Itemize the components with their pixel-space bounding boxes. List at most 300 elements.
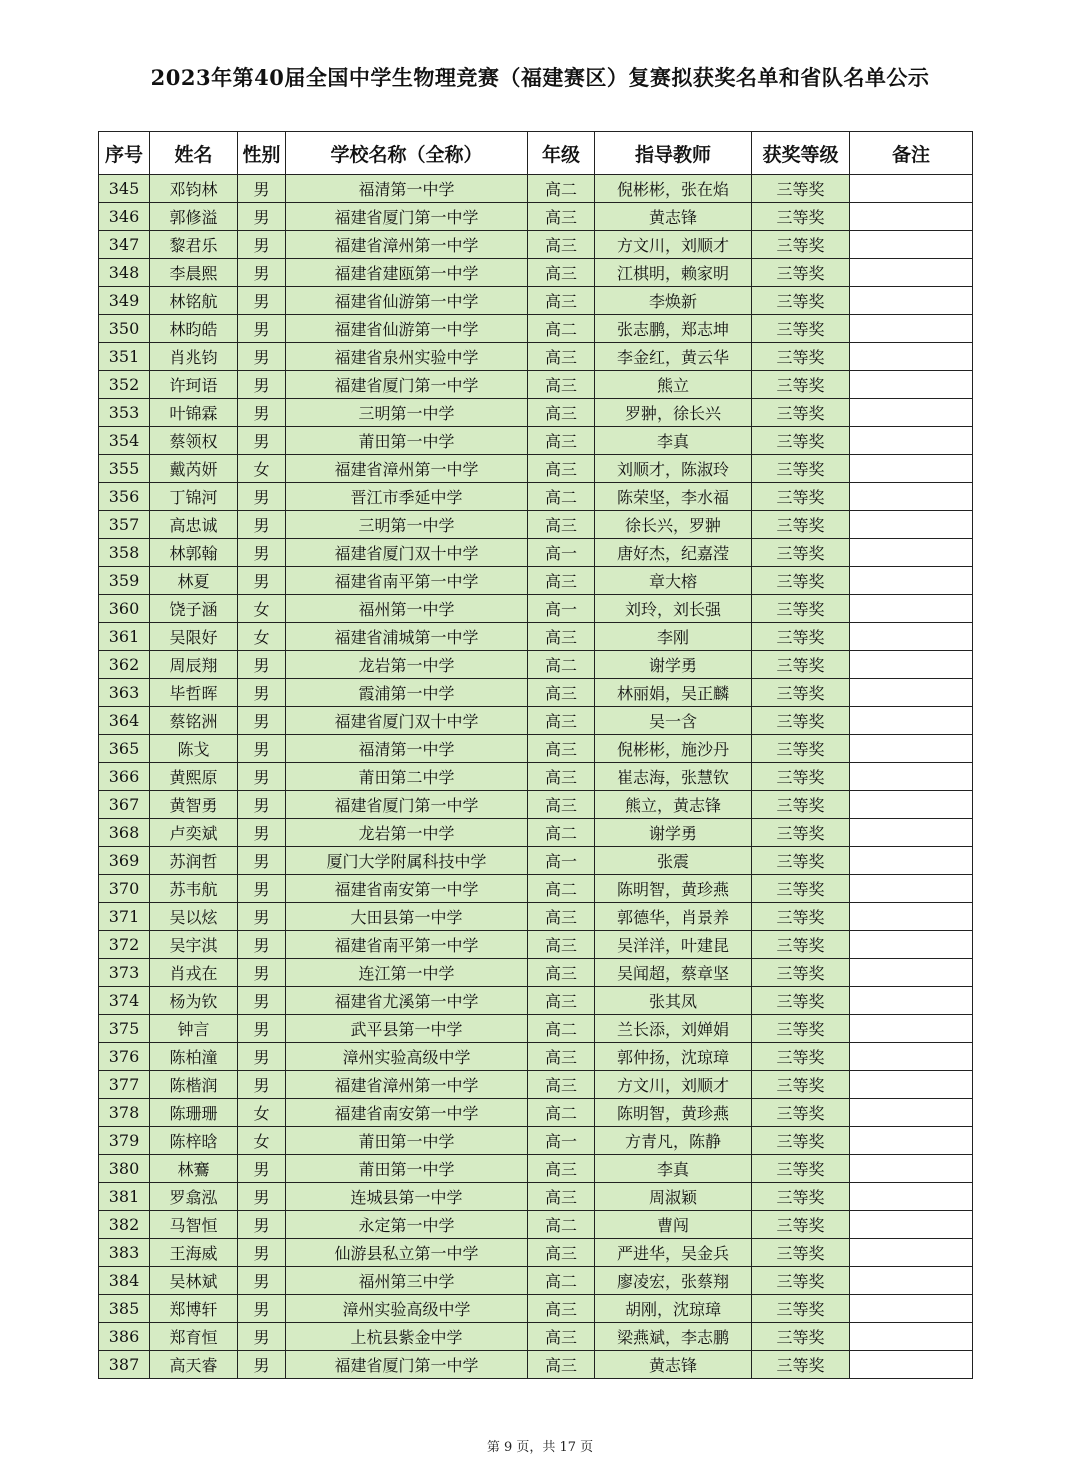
- cell-award: 三等奖: [752, 259, 850, 287]
- cell-gender: 男: [238, 399, 286, 427]
- cell-name: 吴限好: [150, 623, 238, 651]
- cell-gender: 男: [238, 679, 286, 707]
- cell-index: 348: [99, 259, 150, 287]
- cell-school: 三明第一中学: [286, 399, 528, 427]
- cell-name: 陈楷润: [150, 1071, 238, 1099]
- cell-gender: 男: [238, 1295, 286, 1323]
- cell-gender: 男: [238, 1351, 286, 1379]
- cell-note: [850, 651, 973, 679]
- cell-name: 周辰翔: [150, 651, 238, 679]
- cell-grade: 高三: [528, 735, 595, 763]
- cell-teacher: 张志鹏，郑志坤: [595, 315, 752, 343]
- cell-award: 三等奖: [752, 707, 850, 735]
- cell-index: 382: [99, 1211, 150, 1239]
- cell-school: 连江第一中学: [286, 959, 528, 987]
- cell-teacher: 倪彬彬，张在焰: [595, 175, 752, 203]
- cell-index: 387: [99, 1351, 150, 1379]
- cell-grade: 高三: [528, 259, 595, 287]
- cell-index: 371: [99, 903, 150, 931]
- cell-note: [850, 875, 973, 903]
- cell-gender: 男: [238, 315, 286, 343]
- cell-grade: 高三: [528, 287, 595, 315]
- cell-grade: 高二: [528, 1211, 595, 1239]
- cell-gender: 男: [238, 763, 286, 791]
- cell-note: [850, 931, 973, 959]
- cell-grade: 高二: [528, 819, 595, 847]
- cell-teacher: 李焕新: [595, 287, 752, 315]
- cell-award: 三等奖: [752, 343, 850, 371]
- cell-award: 三等奖: [752, 483, 850, 511]
- cell-award: 三等奖: [752, 735, 850, 763]
- cell-note: [850, 1127, 973, 1155]
- cell-grade: 高三: [528, 903, 595, 931]
- cell-index: 358: [99, 539, 150, 567]
- cell-school: 福建省尤溪第一中学: [286, 987, 528, 1015]
- cell-index: 365: [99, 735, 150, 763]
- cell-grade: 高三: [528, 1295, 595, 1323]
- cell-school: 福建省浦城第一中学: [286, 623, 528, 651]
- cell-grade: 高三: [528, 1071, 595, 1099]
- cell-award: 三等奖: [752, 847, 850, 875]
- cell-grade: 高三: [528, 203, 595, 231]
- cell-name: 马智恒: [150, 1211, 238, 1239]
- cell-index: 361: [99, 623, 150, 651]
- cell-award: 三等奖: [752, 203, 850, 231]
- cell-name: 罗翕泓: [150, 1183, 238, 1211]
- cell-gender: 男: [238, 483, 286, 511]
- cell-award: 三等奖: [752, 287, 850, 315]
- cell-teacher: 方青凡，陈静: [595, 1127, 752, 1155]
- cell-gender: 男: [238, 959, 286, 987]
- cell-school: 霞浦第一中学: [286, 679, 528, 707]
- cell-teacher: 林丽娟，吴正麟: [595, 679, 752, 707]
- cell-index: 346: [99, 203, 150, 231]
- cell-school: 福建省厦门双十中学: [286, 539, 528, 567]
- cell-name: 苏润哲: [150, 847, 238, 875]
- cell-note: [850, 1323, 973, 1351]
- cell-note: [850, 1295, 973, 1323]
- cell-school: 福建省南安第一中学: [286, 1099, 528, 1127]
- cell-school: 厦门大学附属科技中学: [286, 847, 528, 875]
- cell-name: 陈柏潼: [150, 1043, 238, 1071]
- cell-note: [850, 1099, 973, 1127]
- header-grade: 年级: [528, 132, 595, 175]
- table-row: [99, 455, 973, 483]
- cell-award: 三等奖: [752, 987, 850, 1015]
- cell-note: [850, 623, 973, 651]
- cell-index: 381: [99, 1183, 150, 1211]
- cell-school: 莆田第一中学: [286, 1155, 528, 1183]
- header-gender: 性别: [238, 132, 286, 175]
- cell-gender: 男: [238, 903, 286, 931]
- cell-gender: 男: [238, 427, 286, 455]
- cell-note: [850, 343, 973, 371]
- table-row: [99, 1155, 973, 1183]
- cell-grade: 高三: [528, 1043, 595, 1071]
- cell-school: 福建省南平第一中学: [286, 931, 528, 959]
- cell-name: 卢奕斌: [150, 819, 238, 847]
- cell-school: 福建省厦门第一中学: [286, 1351, 528, 1379]
- cell-index: 351: [99, 343, 150, 371]
- cell-gender: 男: [238, 231, 286, 259]
- cell-grade: 高三: [528, 763, 595, 791]
- award-table: [98, 131, 973, 1379]
- table-row: [99, 679, 973, 707]
- cell-school: 福建省南平第一中学: [286, 567, 528, 595]
- cell-name: 杨为钦: [150, 987, 238, 1015]
- cell-name: 林夏: [150, 567, 238, 595]
- cell-index: 366: [99, 763, 150, 791]
- cell-award: 三等奖: [752, 315, 850, 343]
- cell-gender: 男: [238, 1323, 286, 1351]
- cell-teacher: 郭仲扬，沈琼璋: [595, 1043, 752, 1071]
- cell-note: [850, 203, 973, 231]
- cell-note: [850, 707, 973, 735]
- cell-name: 饶子涵: [150, 595, 238, 623]
- cell-note: [850, 1239, 973, 1267]
- table-row: [99, 343, 973, 371]
- cell-school: 漳州实验高级中学: [286, 1043, 528, 1071]
- cell-teacher: 黄志锋: [595, 1351, 752, 1379]
- header-note: 备注: [850, 132, 973, 175]
- cell-teacher: 江棋明，赖家明: [595, 259, 752, 287]
- cell-note: [850, 287, 973, 315]
- cell-teacher: 谢学勇: [595, 819, 752, 847]
- cell-teacher: 陈明智，黄珍燕: [595, 875, 752, 903]
- cell-grade: 高三: [528, 931, 595, 959]
- cell-gender: 男: [238, 1043, 286, 1071]
- table-row: [99, 1183, 973, 1211]
- cell-teacher: 方文川，刘顺才: [595, 231, 752, 259]
- cell-teacher: 郭德华，肖景养: [595, 903, 752, 931]
- cell-school: 武平县第一中学: [286, 1015, 528, 1043]
- cell-gender: 男: [238, 1183, 286, 1211]
- cell-school: 连城县第一中学: [286, 1183, 528, 1211]
- cell-grade: 高三: [528, 707, 595, 735]
- cell-index: 357: [99, 511, 150, 539]
- cell-name: 肖兆钧: [150, 343, 238, 371]
- cell-school: 莆田第二中学: [286, 763, 528, 791]
- cell-name: 邓钧林: [150, 175, 238, 203]
- cell-teacher: 兰长添，刘婵娟: [595, 1015, 752, 1043]
- cell-school: 福建省漳州第一中学: [286, 1071, 528, 1099]
- table-row: [99, 539, 973, 567]
- cell-gender: 男: [238, 539, 286, 567]
- cell-note: [850, 539, 973, 567]
- cell-grade: 高二: [528, 875, 595, 903]
- cell-note: [850, 679, 973, 707]
- cell-grade: 高一: [528, 595, 595, 623]
- cell-name: 王海威: [150, 1239, 238, 1267]
- cell-school: 漳州实验高级中学: [286, 1295, 528, 1323]
- cell-teacher: 吴一含: [595, 707, 752, 735]
- cell-gender: 女: [238, 1099, 286, 1127]
- cell-index: 360: [99, 595, 150, 623]
- cell-name: 吴宇淇: [150, 931, 238, 959]
- cell-teacher: 刘顺才，陈淑玲: [595, 455, 752, 483]
- cell-name: 陈戈: [150, 735, 238, 763]
- cell-note: [850, 1351, 973, 1379]
- cell-gender: 男: [238, 511, 286, 539]
- cell-school: 福州第三中学: [286, 1267, 528, 1295]
- cell-teacher: 廖凌宏，张蔡翔: [595, 1267, 752, 1295]
- cell-index: 368: [99, 819, 150, 847]
- cell-name: 戴芮妍: [150, 455, 238, 483]
- cell-name: 郭修溢: [150, 203, 238, 231]
- cell-name: 吴林斌: [150, 1267, 238, 1295]
- cell-name: 肖戎在: [150, 959, 238, 987]
- table-row: [99, 567, 973, 595]
- table-row: [99, 959, 973, 987]
- cell-note: [850, 427, 973, 455]
- cell-index: 354: [99, 427, 150, 455]
- table-row: [99, 315, 973, 343]
- cell-note: [850, 903, 973, 931]
- cell-index: 350: [99, 315, 150, 343]
- cell-teacher: 李金红，黄云华: [595, 343, 752, 371]
- header-index: 序号: [99, 132, 150, 175]
- cell-school: 福建省泉州实验中学: [286, 343, 528, 371]
- cell-index: 355: [99, 455, 150, 483]
- cell-teacher: 张其凤: [595, 987, 752, 1015]
- cell-index: 359: [99, 567, 150, 595]
- cell-name: 毕哲晖: [150, 679, 238, 707]
- cell-note: [850, 791, 973, 819]
- cell-index: 375: [99, 1015, 150, 1043]
- cell-note: [850, 595, 973, 623]
- cell-award: 三等奖: [752, 1323, 850, 1351]
- table-row: [99, 175, 973, 203]
- cell-grade: 高三: [528, 987, 595, 1015]
- cell-note: [850, 231, 973, 259]
- cell-grade: 高三: [528, 427, 595, 455]
- cell-grade: 高二: [528, 651, 595, 679]
- cell-note: [850, 511, 973, 539]
- cell-note: [850, 763, 973, 791]
- cell-teacher: 谢学勇: [595, 651, 752, 679]
- table-row: [99, 427, 973, 455]
- cell-award: 三等奖: [752, 567, 850, 595]
- table-row: [99, 651, 973, 679]
- cell-award: 三等奖: [752, 903, 850, 931]
- cell-grade: 高二: [528, 1015, 595, 1043]
- cell-index: 345: [99, 175, 150, 203]
- cell-award: 三等奖: [752, 623, 850, 651]
- cell-gender: 男: [238, 847, 286, 875]
- table-body: [99, 175, 973, 1379]
- table-row: [99, 371, 973, 399]
- table-row: [99, 847, 973, 875]
- cell-index: 372: [99, 931, 150, 959]
- cell-school: 福清第一中学: [286, 175, 528, 203]
- cell-grade: 高三: [528, 511, 595, 539]
- table-row: [99, 1015, 973, 1043]
- cell-note: [850, 735, 973, 763]
- cell-index: 377: [99, 1071, 150, 1099]
- cell-award: 三等奖: [752, 595, 850, 623]
- cell-teacher: 李真: [595, 427, 752, 455]
- cell-award: 三等奖: [752, 231, 850, 259]
- cell-award: 三等奖: [752, 1071, 850, 1099]
- cell-grade: 高三: [528, 371, 595, 399]
- cell-school: 上杭县紫金中学: [286, 1323, 528, 1351]
- cell-award: 三等奖: [752, 427, 850, 455]
- cell-award: 三等奖: [752, 1127, 850, 1155]
- cell-note: [850, 175, 973, 203]
- cell-gender: 男: [238, 875, 286, 903]
- cell-award: 三等奖: [752, 399, 850, 427]
- cell-award: 三等奖: [752, 791, 850, 819]
- cell-teacher: 崔志海，张慧钦: [595, 763, 752, 791]
- cell-school: 福建省南安第一中学: [286, 875, 528, 903]
- cell-note: [850, 1155, 973, 1183]
- cell-index: 352: [99, 371, 150, 399]
- cell-award: 三等奖: [752, 1043, 850, 1071]
- cell-school: 龙岩第一中学: [286, 651, 528, 679]
- cell-index: 364: [99, 707, 150, 735]
- table-row: [99, 231, 973, 259]
- document-title: 2023年第40届全国中学生物理竞赛（福建赛区）复赛拟获奖名单和省队名单公示: [150, 65, 930, 90]
- cell-note: [850, 315, 973, 343]
- cell-award: 三等奖: [752, 371, 850, 399]
- cell-note: [850, 567, 973, 595]
- cell-school: 福建省漳州第一中学: [286, 231, 528, 259]
- cell-grade: 高二: [528, 483, 595, 511]
- cell-award: 三等奖: [752, 875, 850, 903]
- cell-grade: 高三: [528, 231, 595, 259]
- cell-name: 许珂语: [150, 371, 238, 399]
- cell-index: 373: [99, 959, 150, 987]
- cell-name: 蔡铭洲: [150, 707, 238, 735]
- cell-grade: 高一: [528, 847, 595, 875]
- cell-award: 三等奖: [752, 959, 850, 987]
- cell-teacher: 曹闯: [595, 1211, 752, 1239]
- cell-name: 李晨熙: [150, 259, 238, 287]
- cell-name: 郑育恒: [150, 1323, 238, 1351]
- cell-note: [850, 819, 973, 847]
- cell-school: 福建省厦门双十中学: [286, 707, 528, 735]
- header-award: 获奖等级: [752, 132, 850, 175]
- cell-award: 三等奖: [752, 1183, 850, 1211]
- cell-grade: 高三: [528, 455, 595, 483]
- cell-name: 吴以炫: [150, 903, 238, 931]
- cell-gender: 男: [238, 1071, 286, 1099]
- cell-school: 福州第一中学: [286, 595, 528, 623]
- cell-name: 林昀皓: [150, 315, 238, 343]
- table-row: [99, 511, 973, 539]
- cell-teacher: 张震: [595, 847, 752, 875]
- cell-teacher: 熊立，黄志锋: [595, 791, 752, 819]
- cell-school: 三明第一中学: [286, 511, 528, 539]
- cell-award: 三等奖: [752, 539, 850, 567]
- cell-grade: 高三: [528, 399, 595, 427]
- cell-award: 三等奖: [752, 175, 850, 203]
- cell-name: 高忠诚: [150, 511, 238, 539]
- cell-grade: 高三: [528, 1155, 595, 1183]
- cell-grade: 高三: [528, 1183, 595, 1211]
- cell-grade: 高三: [528, 1239, 595, 1267]
- cell-gender: 男: [238, 1267, 286, 1295]
- cell-award: 三等奖: [752, 679, 850, 707]
- cell-school: 福建省厦门第一中学: [286, 791, 528, 819]
- cell-teacher: 吴闻超，蔡章坚: [595, 959, 752, 987]
- table-row: [99, 1127, 973, 1155]
- cell-name: 陈梓晗: [150, 1127, 238, 1155]
- cell-teacher: 梁燕斌，李志鹏: [595, 1323, 752, 1351]
- cell-index: 353: [99, 399, 150, 427]
- cell-school: 永定第一中学: [286, 1211, 528, 1239]
- cell-note: [850, 1043, 973, 1071]
- cell-grade: 高三: [528, 791, 595, 819]
- cell-gender: 男: [238, 1211, 286, 1239]
- page-footer: 第 9 页，共 17 页: [486, 1440, 594, 1455]
- cell-name: 丁锦河: [150, 483, 238, 511]
- cell-index: 379: [99, 1127, 150, 1155]
- cell-school: 大田县第一中学: [286, 903, 528, 931]
- table-row: [99, 595, 973, 623]
- cell-grade: 高二: [528, 1099, 595, 1127]
- cell-index: 370: [99, 875, 150, 903]
- cell-teacher: 倪彬彬，施沙丹: [595, 735, 752, 763]
- cell-teacher: 罗翀，徐长兴: [595, 399, 752, 427]
- cell-gender: 女: [238, 1127, 286, 1155]
- table-row: [99, 819, 973, 847]
- cell-name: 叶锦霖: [150, 399, 238, 427]
- cell-school: 晋江市季延中学: [286, 483, 528, 511]
- cell-name: 蔡领权: [150, 427, 238, 455]
- cell-teacher: 胡刚，沈琼璋: [595, 1295, 752, 1323]
- table-row: [99, 1351, 973, 1379]
- cell-gender: 男: [238, 819, 286, 847]
- cell-note: [850, 987, 973, 1015]
- cell-note: [850, 483, 973, 511]
- table-row: [99, 399, 973, 427]
- cell-gender: 男: [238, 203, 286, 231]
- cell-name: 郑博轩: [150, 1295, 238, 1323]
- table-row: [99, 1071, 973, 1099]
- cell-award: 三等奖: [752, 1211, 850, 1239]
- cell-teacher: 徐长兴，罗翀: [595, 511, 752, 539]
- cell-grade: 高三: [528, 1323, 595, 1351]
- cell-award: 三等奖: [752, 1155, 850, 1183]
- table-header-row: [99, 132, 973, 175]
- cell-name: 陈珊珊: [150, 1099, 238, 1127]
- cell-gender: 男: [238, 567, 286, 595]
- cell-award: 三等奖: [752, 1239, 850, 1267]
- table-row: [99, 1043, 973, 1071]
- cell-school: 莆田第一中学: [286, 1127, 528, 1155]
- cell-award: 三等奖: [752, 763, 850, 791]
- cell-gender: 男: [238, 987, 286, 1015]
- cell-grade: 高一: [528, 1127, 595, 1155]
- table-row: [99, 1267, 973, 1295]
- cell-gender: 男: [238, 1239, 286, 1267]
- cell-gender: 男: [238, 1155, 286, 1183]
- table-row: [99, 623, 973, 651]
- cell-gender: 男: [238, 791, 286, 819]
- cell-award: 三等奖: [752, 1267, 850, 1295]
- table-row: [99, 763, 973, 791]
- cell-index: 378: [99, 1099, 150, 1127]
- table-row: [99, 1239, 973, 1267]
- cell-gender: 男: [238, 371, 286, 399]
- table-row: [99, 483, 973, 511]
- cell-grade: 高二: [528, 315, 595, 343]
- cell-name: 黄智勇: [150, 791, 238, 819]
- cell-note: [850, 847, 973, 875]
- cell-gender: 男: [238, 259, 286, 287]
- cell-name: 黎君乐: [150, 231, 238, 259]
